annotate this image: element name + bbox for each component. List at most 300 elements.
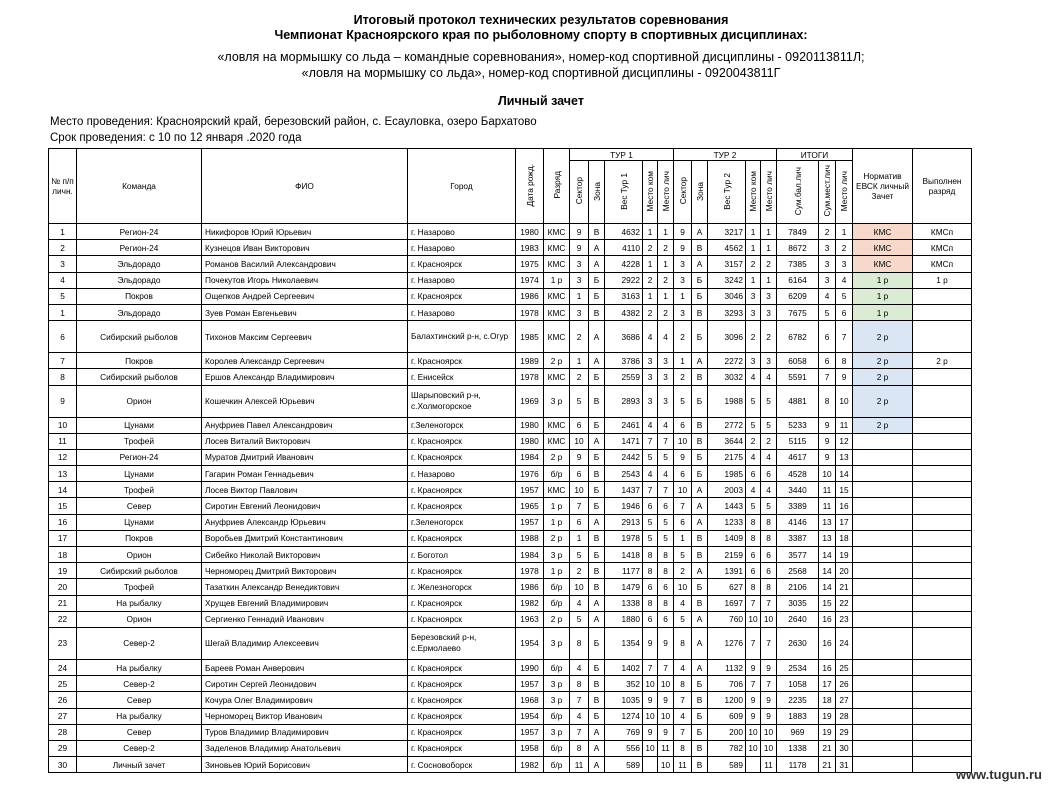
championship-title: Чемпионат Красноярского края по рыболовному спорту в спортивных дисциплинах: [274,28,808,42]
row-sector-1: 1 [570,530,589,546]
row-norm: 2 р [853,369,913,385]
row-place-team-2 [746,757,761,773]
row-weight-2: 200 [708,724,746,740]
row-weight-1: 352 [605,676,643,692]
row-team: Сибирский рыболов [77,321,202,353]
col-weight-1: Вес Тур 1 [618,172,629,210]
row-zone-2: А [692,482,708,498]
row-final-place: 19 [836,547,853,563]
row-norm [853,659,913,675]
row-sector-2: 1 [674,288,692,304]
row-place-team-2: 10 [746,724,761,740]
row-place-pers-1: 6 [658,498,674,514]
row-place-pers-2: 6 [761,547,777,563]
row-team: Покров [77,530,202,546]
row-zone-2: Б [692,579,708,595]
row-zone-1: В [589,224,605,240]
row-rank: КМС [544,369,570,385]
table-row [49,272,972,288]
row-fio: Лосев Виктор Павлович [202,482,408,498]
row-place-pers-2: 9 [761,692,777,708]
row-num: 22 [49,611,77,627]
row-team: Эльдорадо [77,272,202,288]
row-zone-2: Б [692,385,708,417]
row-place-pers-1: 7 [658,482,674,498]
row-done [913,466,972,482]
row-sector-1: 9 [570,240,589,256]
row-sector-1: 2 [570,563,589,579]
row-place-pers-1: 7 [658,433,674,449]
row-sum-points: 4617 [777,449,819,465]
row-sector-2: 6 [674,417,692,433]
row-final-place: 3 [836,256,853,272]
row-rank: КМС [544,256,570,272]
row-place-pers-2: 1 [761,272,777,288]
col-sector-1: Сектор [574,177,584,205]
row-team: Эльдорадо [77,304,202,320]
row-sum-points: 1178 [777,757,819,773]
row-place-team-2: 3 [746,304,761,320]
row-city: г. Красноярск [408,288,516,304]
row-sector-1: 10 [570,433,589,449]
row-place-pers-2: 2 [761,433,777,449]
row-place-pers-1: 5 [658,449,674,465]
row-city: г. Красноярск [408,676,516,692]
row-done [913,385,972,417]
row-zone-1: Б [589,659,605,675]
row-city: г. Железногорск [408,579,516,595]
row-zone-2: В [692,433,708,449]
row-sector-1: 3 [570,304,589,320]
row-fio: Шегай Владимир Алексеевич [202,627,408,659]
row-place-team-1: 2 [643,304,658,320]
row-final-place: 17 [836,514,853,530]
row-sum-places: 8 [819,385,836,417]
row-city: г. Красноярск [408,353,516,369]
row-city: г. Назарово [408,272,516,288]
row-sum-points: 1058 [777,676,819,692]
row-sector-2: 11 [674,757,692,773]
row-rank: 3 р [544,692,570,708]
row-zone-1: А [589,321,605,353]
protocol-title: Итоговый протокол технических результатов соревнования [353,13,729,27]
col-place-team-2: Место ком [748,170,758,212]
col-sum-places: Сум.мест.лич [822,165,832,217]
row-zone-1: В [589,530,605,546]
row-num: 24 [49,659,77,675]
row-sector-2: 9 [674,224,692,240]
table-row [49,676,972,692]
row-place-team-2: 4 [746,369,761,385]
row-weight-1: 2922 [605,272,643,288]
row-birth: 1958 [516,740,544,756]
table-row [49,433,972,449]
col-zone-1: Зона [591,181,602,201]
row-final-place: 13 [836,449,853,465]
row-sector-2: 8 [674,627,692,659]
table-row [49,288,972,304]
row-final-place: 10 [836,385,853,417]
row-zone-2: Б [692,676,708,692]
row-place-team-1 [643,757,658,773]
row-place-team-2: 4 [746,482,761,498]
row-city: г. Назарово [408,240,516,256]
row-place-team-1: 7 [643,433,658,449]
row-num: 30 [49,757,77,773]
row-zone-2: А [692,563,708,579]
row-norm: 2 р [853,353,913,369]
row-birth: 1976 [516,466,544,482]
row-rank: б/р [544,579,570,595]
row-num: 16 [49,514,77,530]
row-norm [853,757,913,773]
row-fio: Почекутов Игорь Николаевич [202,272,408,288]
row-team: Орион [77,547,202,563]
row-norm: КМС [853,256,913,272]
row-num: 5 [49,288,77,304]
row-birth: 1985 [516,321,544,353]
row-place-team-1: 4 [643,417,658,433]
row-sum-places: 11 [819,482,836,498]
row-place-pers-2: 4 [761,369,777,385]
row-sum-points: 6058 [777,353,819,369]
row-team: Цунами [77,514,202,530]
row-zone-2: А [692,659,708,675]
row-sum-places: 7 [819,369,836,385]
row-birth: 1963 [516,611,544,627]
row-place-pers-2: 8 [761,514,777,530]
row-sum-places: 2 [819,224,836,240]
row-place-pers-1: 4 [658,321,674,353]
discipline-line-2: «ловля на мормышку со льда», номер-код спортивной дисциплины - 0920043811Г [301,66,781,80]
row-birth: 1980 [516,224,544,240]
row-team: Цунами [77,417,202,433]
row-place-team-2: 10 [746,611,761,627]
row-birth: 1954 [516,627,544,659]
table-row [49,369,972,385]
row-sum-points: 1338 [777,740,819,756]
row-sector-1: 3 [570,256,589,272]
row-place-team-2: 2 [746,433,761,449]
row-birth: 1978 [516,369,544,385]
row-done: КМСп [913,224,972,240]
row-weight-1: 2461 [605,417,643,433]
row-zone-2: Б [692,449,708,465]
row-norm [853,708,913,724]
row-fio: Лосев Виталий Викторович [202,433,408,449]
row-city: г. Красноярск [408,256,516,272]
row-team: Север [77,724,202,740]
row-done [913,482,972,498]
row-done [913,708,972,724]
row-team: Регион-24 [77,240,202,256]
row-birth: 1986 [516,288,544,304]
row-place-team-2: 3 [746,288,761,304]
row-birth: 1986 [516,579,544,595]
row-sector-1: 9 [570,449,589,465]
row-norm [853,740,913,756]
row-city: г. Красноярск [408,530,516,546]
row-fio: Хрущев Евгений Владимирович [202,595,408,611]
row-sum-points: 2630 [777,627,819,659]
row-rank: б/р [544,708,570,724]
row-team: Сибирский рыболов [77,563,202,579]
row-place-team-1: 9 [643,692,658,708]
row-sum-points: 5233 [777,417,819,433]
row-weight-1: 1177 [605,563,643,579]
row-birth: 1988 [516,530,544,546]
row-place-team-1: 4 [643,321,658,353]
row-num: 7 [49,353,77,369]
row-norm [853,482,913,498]
row-num: 9 [49,385,77,417]
row-done [913,321,972,353]
row-zone-2: А [692,611,708,627]
row-place-team-2: 5 [746,498,761,514]
row-zone-1: Б [589,272,605,288]
row-birth: 1969 [516,385,544,417]
row-zone-1: А [589,240,605,256]
row-sum-places: 15 [819,595,836,611]
row-rank: КМС [544,288,570,304]
row-num: 21 [49,595,77,611]
row-norm: КМС [853,224,913,240]
row-sum-points: 6209 [777,288,819,304]
table-row [49,498,972,514]
row-sum-places: 13 [819,514,836,530]
row-city: г. Назарово [408,466,516,482]
row-fio: Сиротин Евгений Леонидович [202,498,408,514]
row-team: Север-2 [77,740,202,756]
row-weight-1: 2543 [605,466,643,482]
row-place-pers-2: 3 [761,353,777,369]
row-weight-2: 1132 [708,659,746,675]
row-sum-points: 4881 [777,385,819,417]
row-final-place: 6 [836,304,853,320]
row-zone-1: В [589,563,605,579]
row-rank: 2 р [544,449,570,465]
row-weight-2: 3157 [708,256,746,272]
row-num: 3 [49,256,77,272]
row-place-team-1: 5 [643,530,658,546]
row-place-pers-1: 2 [658,272,674,288]
row-team: Цунами [77,466,202,482]
row-sector-2: 3 [674,304,692,320]
row-num: 15 [49,498,77,514]
row-sector-2: 2 [674,369,692,385]
row-norm [853,433,913,449]
row-sum-places: 9 [819,449,836,465]
row-city: г.Зеленогорск [408,514,516,530]
row-done [913,627,972,659]
row-place-team-2: 5 [746,417,761,433]
row-done [913,547,972,563]
row-final-place: 9 [836,369,853,385]
row-fio: Королев Александр Сергеевич [202,353,408,369]
row-place-pers-1: 10 [658,676,674,692]
row-city: г. Красноярск [408,563,516,579]
row-done [913,611,972,627]
row-fio: Никифоров Юрий Юрьевич [202,224,408,240]
table-row [49,740,972,756]
row-done [913,304,972,320]
row-fio: Бареев Роман Анверович [202,659,408,675]
row-place-team-1: 5 [643,449,658,465]
section-title: Личный зачет [498,94,584,108]
row-sum-places: 3 [819,272,836,288]
row-final-place: 2 [836,240,853,256]
col-city: Город [408,149,516,224]
row-weight-2: 2159 [708,547,746,563]
table-row [49,611,972,627]
table-row [49,385,972,417]
row-weight-1: 1402 [605,659,643,675]
row-norm [853,595,913,611]
row-fio: Черноморец Дмитрий Викторович [202,563,408,579]
row-weight-1: 589 [605,757,643,773]
row-place-team-2: 9 [746,659,761,675]
row-place-team-2: 2 [746,256,761,272]
row-zone-2: Б [692,272,708,288]
row-sector-1: 10 [570,579,589,595]
row-rank: б/р [544,595,570,611]
row-sum-points: 969 [777,724,819,740]
row-rank: 3 р [544,385,570,417]
row-sum-points: 2640 [777,611,819,627]
row-sector-2: 7 [674,724,692,740]
row-sum-places: 4 [819,288,836,304]
row-place-pers-2: 10 [761,740,777,756]
row-num: 26 [49,692,77,708]
row-sector-1: 1 [570,288,589,304]
row-weight-2: 2175 [708,449,746,465]
row-sector-1: 3 [570,272,589,288]
row-weight-2: 589 [708,757,746,773]
row-place-pers-1: 10 [658,757,674,773]
row-norm [853,530,913,546]
row-place-pers-2: 2 [761,321,777,353]
row-birth: 1954 [516,708,544,724]
row-weight-1: 556 [605,740,643,756]
row-place-pers-1: 9 [658,627,674,659]
row-city: г. Красноярск [408,724,516,740]
row-zone-1: Б [589,482,605,498]
row-zone-2: В [692,595,708,611]
row-team: Эльдорадо [77,256,202,272]
row-final-place: 16 [836,498,853,514]
row-team: Трофей [77,482,202,498]
row-sum-places: 17 [819,676,836,692]
row-place-pers-2: 1 [761,240,777,256]
row-done [913,659,972,675]
row-fio: Заделенов Владимир Анатольевич [202,740,408,756]
row-sum-points: 3387 [777,530,819,546]
row-final-place: 25 [836,659,853,675]
row-sector-1: 8 [570,627,589,659]
results-table [48,148,972,773]
row-fio: Кошечкин Алексей Юрьевич [202,385,408,417]
row-rank: б/р [544,757,570,773]
row-done [913,498,972,514]
row-city: г. Енисейск [408,369,516,385]
table-row [49,579,972,595]
table-row [49,692,972,708]
row-weight-1: 4110 [605,240,643,256]
table-row [49,708,972,724]
row-sector-1: 2 [570,369,589,385]
row-zone-2: А [692,514,708,530]
row-done [913,579,972,595]
row-place-team-1: 6 [643,498,658,514]
row-team: На рыбалку [77,708,202,724]
row-place-team-1: 4 [643,466,658,482]
row-weight-1: 1418 [605,547,643,563]
row-num: 18 [49,547,77,563]
row-norm [853,498,913,514]
row-sum-places: 14 [819,579,836,595]
row-sum-points: 8672 [777,240,819,256]
row-sum-places: 5 [819,304,836,320]
row-rank: 3 р [544,676,570,692]
row-place-pers-1: 5 [658,530,674,546]
row-weight-1: 3163 [605,288,643,304]
row-zone-2: А [692,256,708,272]
row-zone-1: Б [589,627,605,659]
row-sector-1: 1 [570,353,589,369]
row-weight-2: 3242 [708,272,746,288]
row-done: КМСп [913,240,972,256]
row-sector-2: 5 [674,547,692,563]
table-row [49,321,972,353]
row-place-pers-1: 3 [658,369,674,385]
row-num: 1 [49,304,77,320]
row-rank: б/р [544,466,570,482]
row-num: 27 [49,708,77,724]
col-sum-points: Сум.бал.лич [792,166,803,216]
row-sum-places: 19 [819,724,836,740]
row-weight-1: 2913 [605,514,643,530]
row-sector-1: 8 [570,676,589,692]
row-sum-points: 3440 [777,482,819,498]
row-team: Север [77,692,202,708]
row-sector-2: 6 [674,514,692,530]
row-zone-1: Б [589,369,605,385]
table-row [49,530,972,546]
row-weight-2: 1443 [708,498,746,514]
row-final-place: 15 [836,482,853,498]
row-place-team-2: 8 [746,530,761,546]
row-norm [853,563,913,579]
row-weight-2: 3644 [708,433,746,449]
row-norm: 1 р [853,288,913,304]
row-sector-1: 5 [570,611,589,627]
table-row [49,449,972,465]
table-row [49,256,972,272]
row-zone-1: А [589,433,605,449]
row-place-team-1: 3 [643,353,658,369]
row-norm [853,724,913,740]
row-done [913,740,972,756]
row-sum-points: 7849 [777,224,819,240]
row-sector-2: 3 [674,272,692,288]
row-zone-2: Б [692,288,708,304]
row-place-team-1: 9 [643,627,658,659]
col-place-pers-2: Место лич [763,170,774,212]
row-done [913,449,972,465]
row-place-pers-2: 8 [761,530,777,546]
row-weight-1: 1880 [605,611,643,627]
row-sum-points: 5591 [777,369,819,385]
